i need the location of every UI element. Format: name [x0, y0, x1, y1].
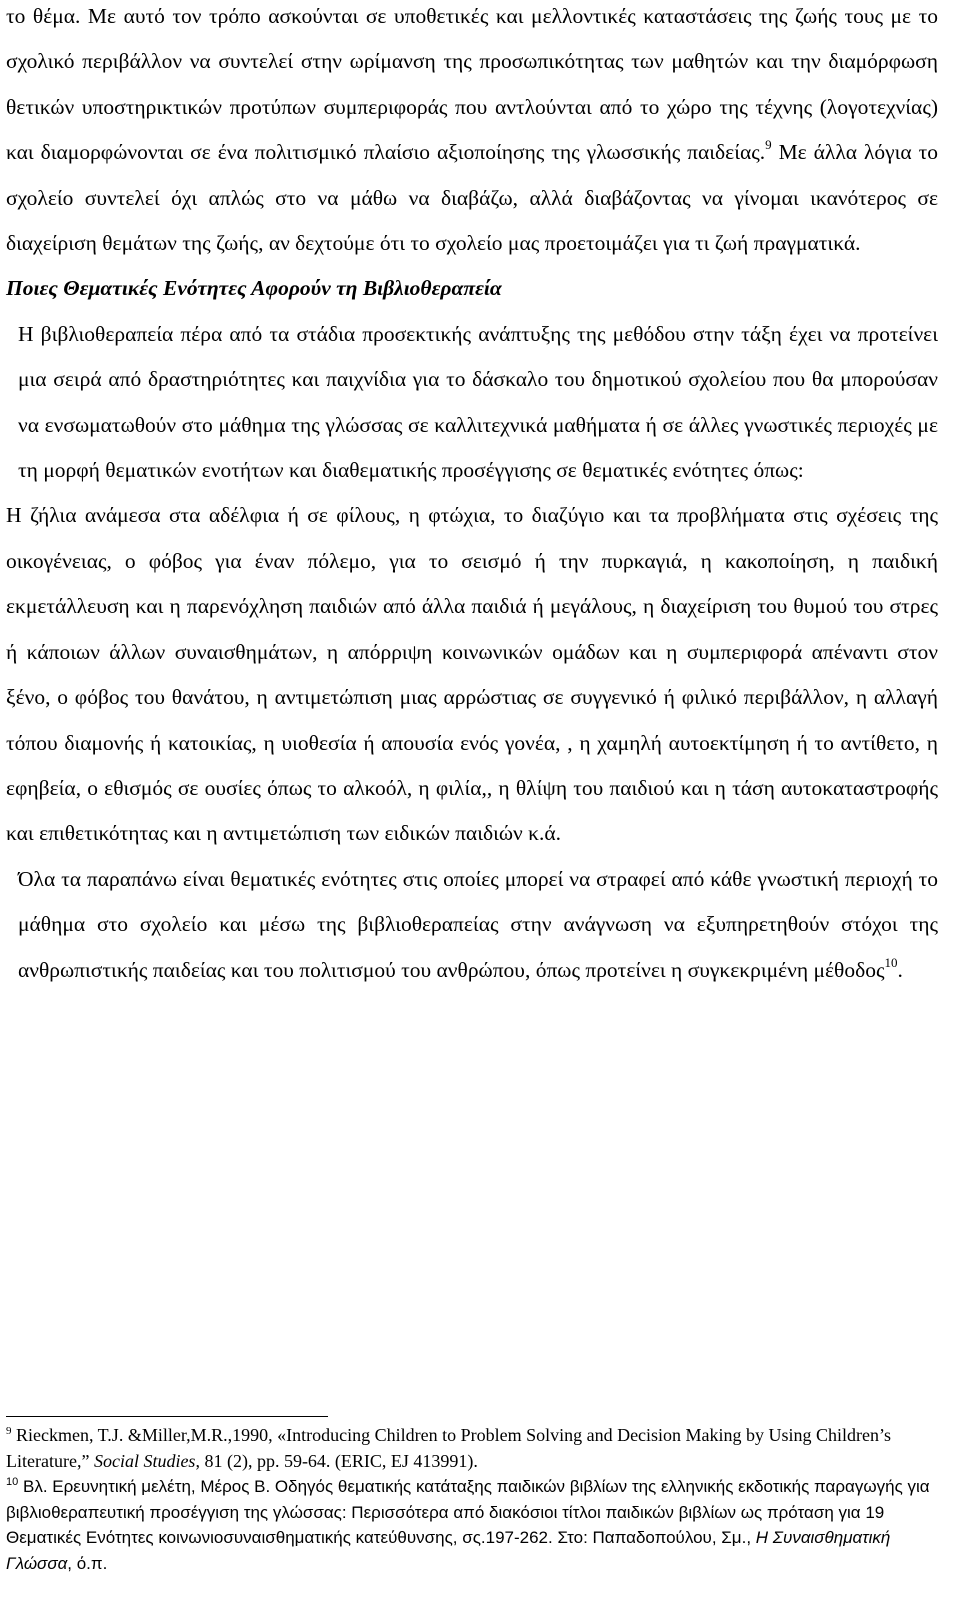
footnote-9-text-before: Rieckmen, T.J. &Miller,M.R.,1990, «Introducing Children to Problem Solving and Decision Making by Using Children’s Literature,” — [6, 1425, 892, 1471]
paragraph-conclusion — [6, 857, 938, 993]
footnote-ref-9[interactable]: 9 — [765, 137, 772, 153]
footnote-9-journal: Social Studies — [93, 1450, 196, 1471]
footnote-10-text-before: Βλ. Ερευνητική μελέτη, Μέρος Β. Οδηγός θεματικής κατάταξης παιδικών βιβλίων της ελληνικής εκδοτικής παραγωγής για βιβλιοθεραπευτική προσέγγιση της γλώσσας: Περισσότερα από διακόσιοι τίτλοι παιδικών βιβλίων ως πρόταση για 19 Θεματικές Ενότητες κοινωνιοσυναισθηματικής κατεύθυνσης, σς.197-262. Στο: Παπαδοπούλου, Σμ., — [6, 1477, 930, 1548]
footnote-ref-10[interactable]: 10 — [884, 954, 898, 970]
section-heading: Ποιες Θεματικές Ενότητες Αφορούν τη Βιβλιοθεραπεία — [6, 276, 502, 301]
body-text — [6, 0, 938, 993]
paragraph-conclusion-text: Όλα τα παραπάνω είναι θεματικές ενότητες στις οποίες μπορεί να στραφεί από κάθε γνωστική περιοχή το μάθημα στο σχολείο και μέσω της βιβλιοθεραπείας στην ανάγνωση να εξυπηρετηθούν στόχοι της ανθρωπιστικής παιδείας και του πολιτισμού του ανθρώπου, όπως προτείνει η συγκεκριμένη μέθοδος — [18, 866, 938, 982]
paragraph-conclusion-end: . — [897, 957, 903, 982]
paragraph-themes-list: Η ζήλια ανάμεσα στα αδέλφια ή σε φίλους, η φτώχια, το διαζύγιο και τα προβλήματα στις σχέσεις της οικογένειας, ο φόβος για έναν πόλεμο, για το σεισμό ή την πυρκαγιά, η κακοποίηση, η παιδική εκμετάλλευση και η παρενόχληση παιδιών από άλλα παιδιά ή μεγάλους, η διαχείριση του θυμού του στρες ή κάποιων άλλων συναισθημάτων, η απόρριψη κοινωνικών ομάδων και η συμπεριφορά απέναντι στον ξένο, ο φόβος του θανάτου, η αντιμετώπιση μιας αρρώστιας σε συγγενικό ή φιλικό περιβάλλον, η αλλαγή τόπου διαμονής ή κατοικίας, η υιοθεσία ή απουσία ενός γονέα, , η χαμηλή αυτοεκτίμηση ή το αντίθετο, η εφηβεία, ο εθισμός σε ουσίες όπως το αλκοόλ, η φιλία,, η θλίψη του παιδιού και η τάση αυτοκαταστροφής και επιθετικότητας και η αντιμετώπιση των ειδικών παιδιών κ.ά. — [6, 503, 938, 846]
footnote-10 — [6, 1474, 938, 1576]
footnotes — [6, 1423, 938, 1577]
footnote-9-number: 9 — [6, 1425, 12, 1437]
footnote-9-text-after: , 81 (2), pp. 59-64. (ERIC, EJ 413991). — [195, 1450, 478, 1471]
footnote-9 — [6, 1423, 938, 1474]
paragraph-bibliotherapy: Η βιβλιοθεραπεία πέρα από τα στάδια προσεκτικής ανάπτυξης της μεθόδου στην τάξη έχει να προτείνει μια σειρά από δραστηριότητες και παιχνίδια για το δάσκαλο του δημοτικού σχολείου που θα μπορούσαν να ενσωματωθούν στο μάθημα της γλώσσας σε καλλιτεχνικά μαθήματα ή σε άλλες γνωστικές περιοχές με τη μορφή θεματικών ενοτήτων και διαθεματικής προσέγγισης σε θεματικές ενότητες όπως: — [18, 321, 938, 483]
footnote-10-number: 10 — [6, 1476, 19, 1489]
footnote-10-text-after: , ό.π. — [67, 1553, 108, 1573]
paragraph-intro-continuation: Με άλλα λόγια το σχολείο συντελεί όχι απλώς στο να μάθω να διαβάζω, αλλά διαβάζοντας να γίνομαι ικανότερος σε διαχείριση θεμάτων της ζωής, αν δεχτούμε ότι το σχολείο μας προετοιμάζει για τι ζωή πραγματικά. — [6, 140, 938, 256]
footnote-separator — [6, 1416, 328, 1417]
paragraph-intro — [6, 0, 938, 266]
footnote-10-book: Η Συναισθηματική Γλώσσα — [6, 1528, 891, 1573]
paragraph-intro-text: το θέμα. Με αυτό τον τρόπο ασκούνται σε υποθετικές και μελλοντικές καταστάσεις της ζωής τους με το σχολικό περιβάλλον να συντελεί στην ωρίμανση της προσωπικότητας των μαθητών και την διαμόρφωση θετικών υποστηρικτικών προτύπων συμπεριφοράς που αντλούνται από το χώρο της τέχνης (λογοτεχνίας) και διαμορφώνονται σε ένα πολιτισμικό πλαίσιο αξιοποίησης της γλωσσικής παιδείας. — [6, 4, 938, 165]
